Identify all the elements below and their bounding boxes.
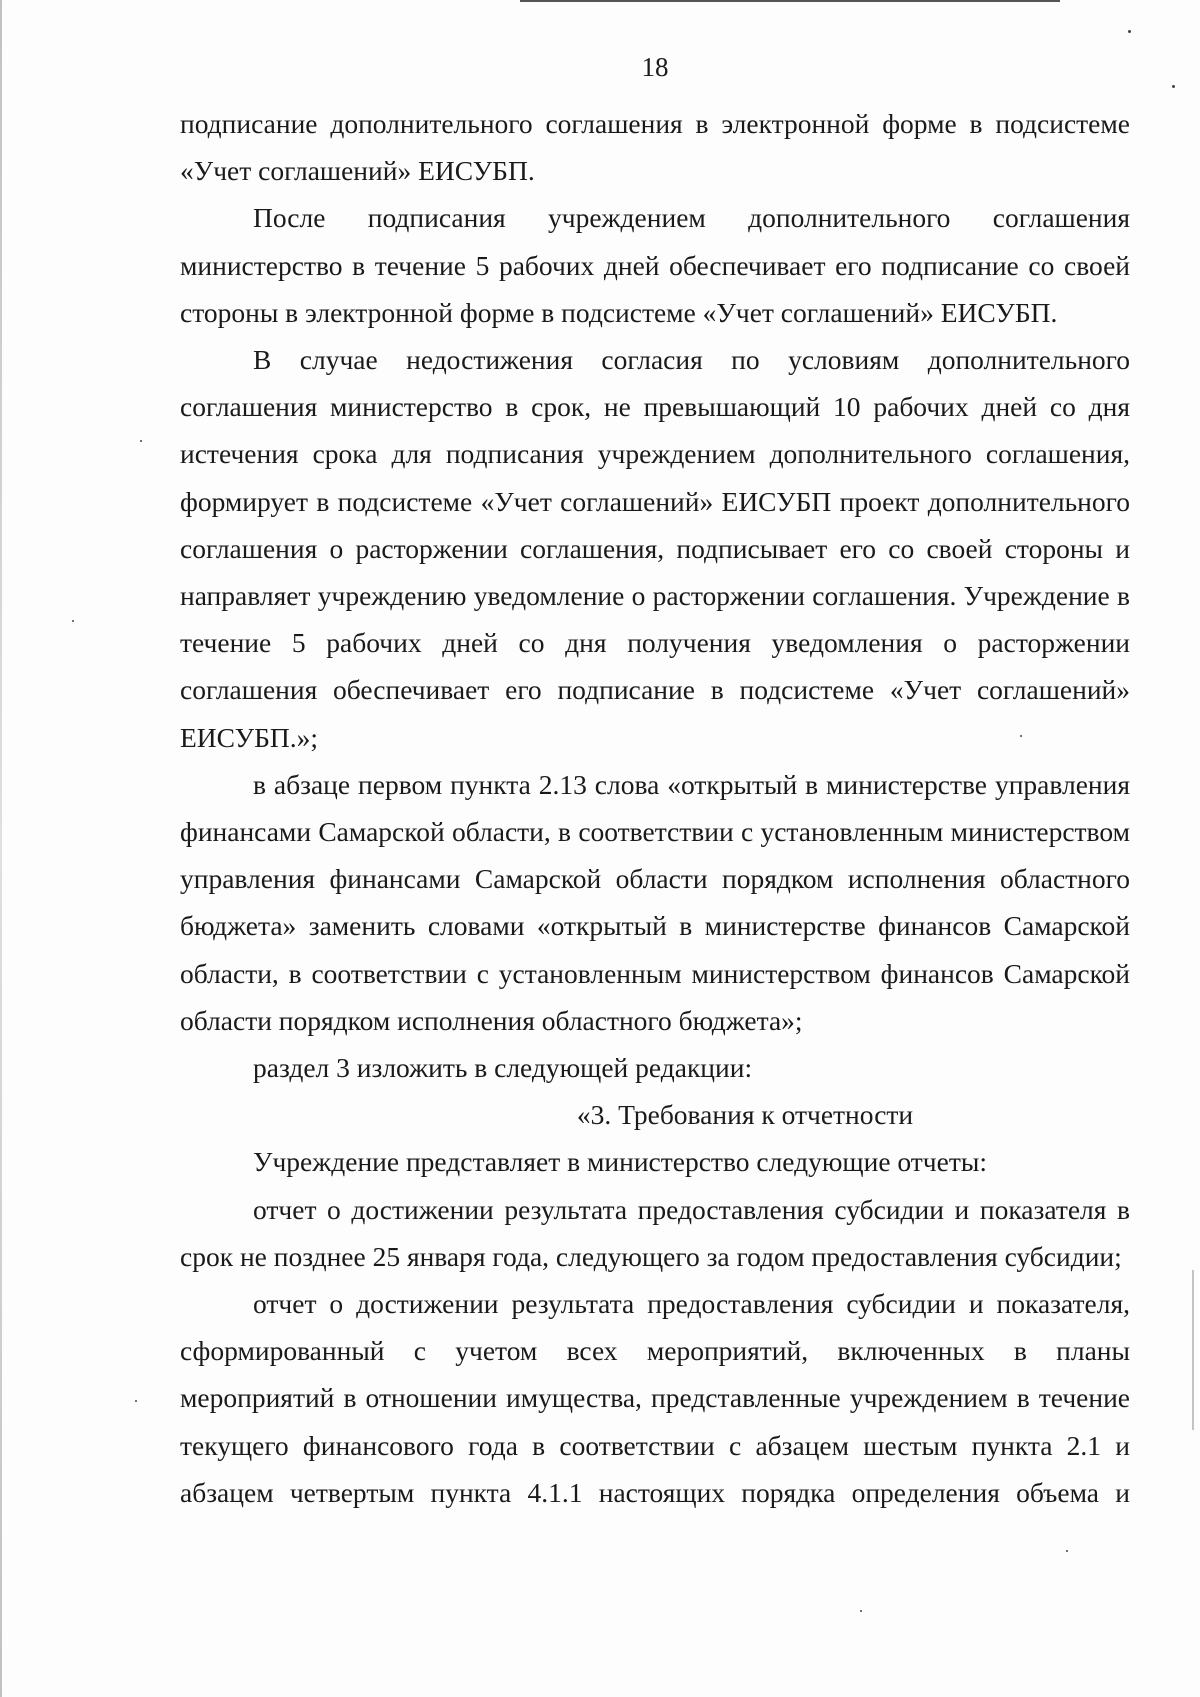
paragraph-report-1: отчет о достижении результата предоставления субсидии и показателя в срок не позднее 25 января года, следующего за годом предоставления субсидии; [180,1193,1130,1272]
paragraph-continuation: подписание дополнительного соглашения в электронной форме в подсистеме «Учет соглашений» ЕИСУБП. [180,108,1130,187]
scan-speck [72,620,74,622]
scan-right-mark [1192,1270,1194,1430]
scan-speck [1066,1550,1068,1552]
page-number: 18 [641,52,669,82]
scan-speck [1172,85,1175,88]
paragraph-disagreement: В случае недостижения согласия по условиям дополнительного соглашения министерство в срок, не превышающий 10 рабочих дней со дня истечения срока для подписания учреждением дополнительного соглашения, формирует в подсистеме «Учет соглашений» ЕИСУБП проект дополнительного соглашения о расторжении соглашения, подписывает его со своей стороны и направляет учреждению уведомление о расторжении соглашения. Учреждение в течение 5 рабочих дней со дня получения уведомления о расторжении соглашения обеспечивает его подписание в подсистеме «Учет соглашений» ЕИСУБП.»; [180,344,1130,753]
scan-left-border [0,0,2,1697]
document-body [180,100,1130,1516]
scan-speck [1128,30,1131,33]
section-heading: «3. Требования к отчетности [576,1099,914,1131]
scan-top-border [520,0,1060,2]
paragraph-reports-intro: Учреждение представляет в министерство следующие отчеты: [253,1146,987,1178]
paragraph-signing: После подписания учреждением дополнительного соглашения министерство в течение 5 рабочих дней обеспечивает его подписание со своей стороны в электронной форме в подсистеме «Учет соглашений» ЕИСУБП. [180,202,1130,328]
scan-speck [135,1400,137,1402]
paragraph-report-2: отчет о достижении результата предоставления субсидии и показателя, сформированный с учетом всех мероприятий, включенных в планы мероприятий в отношении имущества, представленные учреждением в течение текущего финансового года в соответствии с абзацем шестым пункта 2.1 и абзацем четвертым пункта 4.1.1 настоящих порядка определения объема и [180,1288,1130,1508]
paragraph-section-3-instruction: раздел 3 изложить в следующей редакции: [253,1052,753,1084]
scan-speck [860,1610,862,1612]
paragraph-amendment-2-13: в абзаце первом пункта 2.13 слова «открытый в министерстве управления финансами Самарской области, в соответствии с установленным министерством управления финансами Самарской области порядком исполнения областного бюджета» заменить словами «открытый в министерстве финансов Самарской области, в соответствии с установленным министерством финансов Самарской области порядком исполнения областного бюджета»; [180,768,1130,1036]
scan-speck [140,440,142,442]
